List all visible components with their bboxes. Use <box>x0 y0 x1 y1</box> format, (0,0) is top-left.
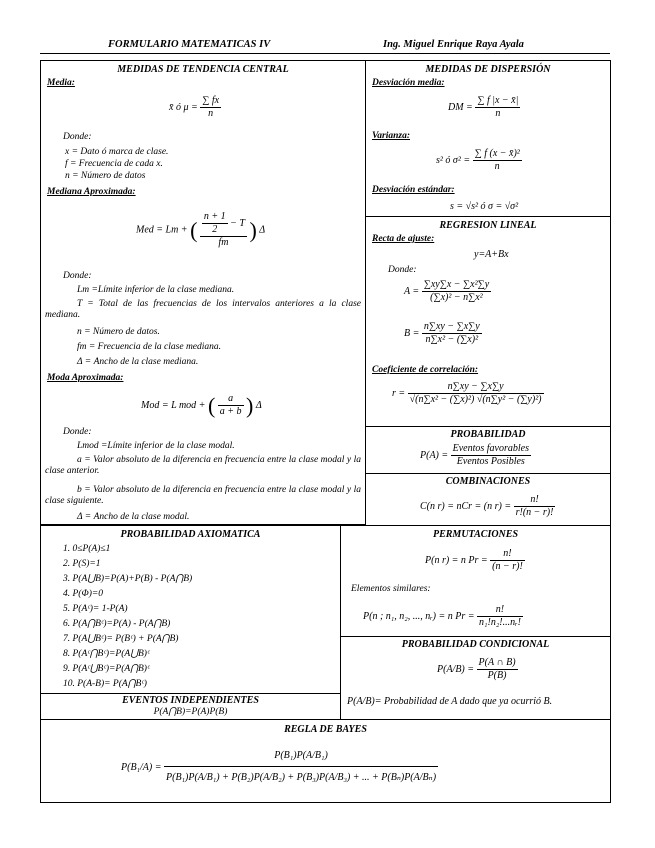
tendencia-panel <box>40 60 366 525</box>
var-formula <box>436 148 522 173</box>
media-def-2: f = Frecuencia de cada x. <box>65 159 163 169</box>
var-fraction <box>473 148 522 173</box>
media-def-1: x = Dato ó marca de clase. <box>65 147 169 157</box>
permutaciones-panel <box>340 525 611 637</box>
combinaciones-lhs: C(n r) = nCr = (n r) = <box>420 500 512 512</box>
a-fraction <box>422 279 491 304</box>
bayes-fraction <box>164 746 438 789</box>
axioma-4: 4. P(Φ)=0 <box>63 589 104 599</box>
moda-lhs: Mod = L mod + <box>141 399 206 411</box>
permutaciones-num: n! <box>490 548 525 561</box>
regresion-donde: Donde: <box>388 265 417 275</box>
combinaciones-fraction <box>514 494 556 519</box>
condicional-den: P(B) <box>487 670 507 681</box>
media-den: n <box>208 108 214 119</box>
independientes-formula: P(A⋂B)=P(A)P(B) <box>153 707 228 717</box>
probabilidad-title: PROBABILIDAD <box>450 429 526 440</box>
probabilidad-fraction <box>451 443 531 468</box>
header-right: Ing. Miguel Enrique Raya Ayala <box>383 39 524 50</box>
header-left: FORMULARIO MATEMATICAS IV <box>108 39 271 50</box>
r-fraction <box>408 381 544 406</box>
permutaciones-title: PERMUTACIONES <box>432 529 519 540</box>
moda-fraction <box>218 393 244 418</box>
condicional-title: PROBABILIDAD CONDICIONAL <box>401 639 550 650</box>
media-num: ∑ fx <box>202 95 220 106</box>
media-def-3: n = Número de datos <box>65 171 146 181</box>
media-lhs: x̄ ó μ = <box>169 101 198 113</box>
mediana-den: fm <box>218 237 229 248</box>
a-formula <box>404 279 491 304</box>
combinaciones-num: n! <box>514 494 556 507</box>
permutaciones-fraction <box>490 548 525 573</box>
similares-label: Elementos similares: <box>351 584 431 594</box>
bayes-den: P(B₁)P(A/B₁) + P(B₂)P(A/B₂) + P(B₃)P(A/B₃) + ... + P(Bₙ)P(A/Bₙ) <box>166 772 437 783</box>
media-formula <box>169 95 221 120</box>
combinaciones-title: COMBINACIONES <box>445 476 531 487</box>
probabilidad-formula <box>420 443 531 468</box>
desv-est-label: Desviación estándar: <box>372 185 455 195</box>
a-num: ∑xy∑x − ∑x²∑y <box>423 279 490 290</box>
dm-den: n <box>495 108 501 119</box>
var-den: n <box>494 161 500 172</box>
axiomatica-panel <box>40 525 341 694</box>
axiomatica-title: PROBABILIDAD AXIOMATICA <box>120 529 261 540</box>
axioma-9: 9. P(Aᶜ⋃Bᶜ)=P(A⋂B)ᶜ <box>63 664 150 674</box>
r-den: √(n∑x² − (∑x)²) √(n∑y² − (∑y)²) <box>409 394 542 405</box>
condicional-desc-lhs: P(A/B)= <box>347 696 382 707</box>
mediana-lhs: Med = Lm + <box>136 224 188 236</box>
dispersion-panel <box>365 60 611 217</box>
axioma-7: 7. P(A⋃Bᶜ)= P(Bᶜ) + P(A⋂B) <box>63 634 179 644</box>
mediana-num-mid: 2 <box>212 224 218 235</box>
dm-num: ∑ f |x − x̄| <box>477 95 519 106</box>
b-fraction <box>422 321 482 346</box>
bayes-formula <box>121 746 438 789</box>
recta-formula: y=A+Bx <box>474 249 509 260</box>
dispersion-title: MEDIDAS DE DISPERSIÓN <box>425 64 551 75</box>
mediana-def-2: T = Total de las frecuencias de los intervalos anteriores a la clase mediana. <box>45 299 361 320</box>
moda-formula: Mod = L mod + ( $\frac{a}{a + b}$ ) Δ <box>141 393 262 418</box>
mediana-num-top: n + 1 <box>203 211 226 222</box>
similares-formula <box>363 604 523 629</box>
permutaciones-formula <box>425 548 525 573</box>
moda-donde: Donde: <box>63 427 92 437</box>
var-lhs: s² ó σ² = <box>436 154 471 166</box>
moda-def-2: a = Valor absoluto de la diferencia en frecuencia entre la clase modal y la clase anterior. <box>45 455 361 476</box>
b-den: n∑x² − (∑x)² <box>425 334 479 345</box>
permutaciones-den: (n − r)! <box>492 561 523 572</box>
mediana-def-1: Lm =Límite inferior de la clase mediana. <box>77 285 235 295</box>
mediana-minus: − T <box>230 217 245 229</box>
tendencia-title: MEDIDAS DE TENDENCIA CENTRAL <box>117 64 289 75</box>
permutaciones-lhs: P(n r) = n Pr = <box>425 554 488 566</box>
dm-fraction <box>475 95 520 120</box>
dm-lhs: DM = <box>448 101 473 113</box>
probabilidad-den: Eventos Posibles <box>456 456 525 467</box>
dm-formula <box>448 95 520 120</box>
combinaciones-panel <box>365 473 611 526</box>
combinaciones-formula <box>420 494 555 519</box>
condicional-formula <box>437 657 518 682</box>
media-fraction <box>200 95 221 120</box>
condicional-desc <box>347 696 552 707</box>
similares-den: n₁!n₂!...nᵣ! <box>479 617 521 628</box>
bayes-lhs: P(B₁/A) = <box>121 761 162 773</box>
moda-delta: Δ <box>255 399 262 411</box>
media-label: Media: <box>47 78 75 88</box>
axioma-5: 5. P(Aᶜ)= 1-P(A) <box>63 604 128 614</box>
mediana-donde: Donde: <box>63 271 92 281</box>
var-num: ∑ f (x − x̄)² <box>474 148 520 159</box>
b-num: n∑xy − ∑x∑y <box>423 321 480 332</box>
r-num: n∑xy − ∑x∑y <box>408 381 544 394</box>
independientes-panel <box>40 693 341 720</box>
coef-label: Coeficiente de correlación: <box>372 365 479 375</box>
mediana-fraction <box>200 211 247 249</box>
desv-est-formula: s = √s² ó σ = √σ² <box>450 201 519 212</box>
axioma-2: 2. P(S)=1 <box>63 559 101 569</box>
moda-num: a <box>218 393 244 406</box>
axioma-1: 1. 0≤P(A)≤1 <box>63 544 111 554</box>
regresion-panel <box>365 216 611 427</box>
combinaciones-den: r!(n − r)! <box>515 507 554 518</box>
header-rule <box>40 53 610 54</box>
condicional-desc-text: Probabilidad de A dado que ya ocurrió B. <box>384 696 553 707</box>
axioma-6: 6. P(A⋂Bᶜ)=P(A) - P(A⋂B) <box>63 619 171 629</box>
axioma-10: 10. P(A-B)= P(A⋂Bᶜ) <box>63 679 147 689</box>
recta-label: Recta de ajuste: <box>372 234 435 244</box>
varianza-label: Varianza: <box>372 131 411 141</box>
similares-num: n! <box>477 604 523 617</box>
condicional-num: P(A ∩ B) <box>478 657 516 668</box>
mediana-label: Mediana Aproximada: <box>47 187 136 197</box>
moda-def-4: Δ = Ancho de la clase modal. <box>77 512 190 522</box>
moda-def-3: b = Valor absoluto de la diferencia en frecuencia entre la clase modal y la clase siguiente. <box>45 485 361 506</box>
probabilidad-lhs: P(A) = <box>420 449 449 461</box>
mediana-def-3: n = Número de datos. <box>77 327 160 337</box>
bayes-panel <box>40 719 611 803</box>
axioma-8: 8. P(Aᶜ⋂Bᶜ)=P(A⋃B)ᶜ <box>63 649 150 659</box>
independientes-title: EVENTOS INDEPENDIENTES <box>122 695 259 706</box>
similares-lhs: P(n ; n₁, n₂, ..., nᵣ) = n Pr = <box>363 610 475 622</box>
condicional-fraction <box>477 657 518 682</box>
axioma-3: 3. P(A⋃B)=P(A)+P(B) - P(A⋂B) <box>63 574 193 584</box>
media-donde: Donde: <box>63 132 92 142</box>
probabilidad-num: Eventos favorables <box>452 443 529 454</box>
bayes-title: REGLA DE BAYES <box>284 724 367 735</box>
a-den: (∑x)² − n∑x² <box>430 292 483 303</box>
moda-def-1: Lmod =Límite inferior de la clase modal. <box>77 441 235 451</box>
r-formula <box>392 381 544 406</box>
probabilidad-panel <box>365 426 611 474</box>
r-lhs: r = <box>392 387 406 399</box>
desv-media-label: Desviación media: <box>372 78 445 88</box>
b-lhs: B = <box>404 327 420 339</box>
mediana-def-5: Δ = Ancho de la clase mediana. <box>77 357 199 367</box>
moda-label: Moda Aproximada: <box>47 373 124 383</box>
a-lhs: A = <box>404 285 420 297</box>
bayes-num: P(B₁)P(A/B₁) <box>164 746 438 767</box>
mediana-delta: Δ <box>259 224 266 236</box>
condicional-panel <box>340 636 611 720</box>
b-formula <box>404 321 482 346</box>
regresion-title: REGRESION LINEAL <box>439 220 537 231</box>
condicional-lhs: P(A/B) = <box>437 663 475 675</box>
mediana-def-4: fm = Frecuencia de la clase mediana. <box>77 342 222 352</box>
similares-fraction <box>477 604 523 629</box>
mediana-formula: Med = Lm + ( $\frac{n + 1}{2}$ − T fm ) Δ <box>136 211 266 248</box>
moda-den: a + b <box>219 406 242 417</box>
